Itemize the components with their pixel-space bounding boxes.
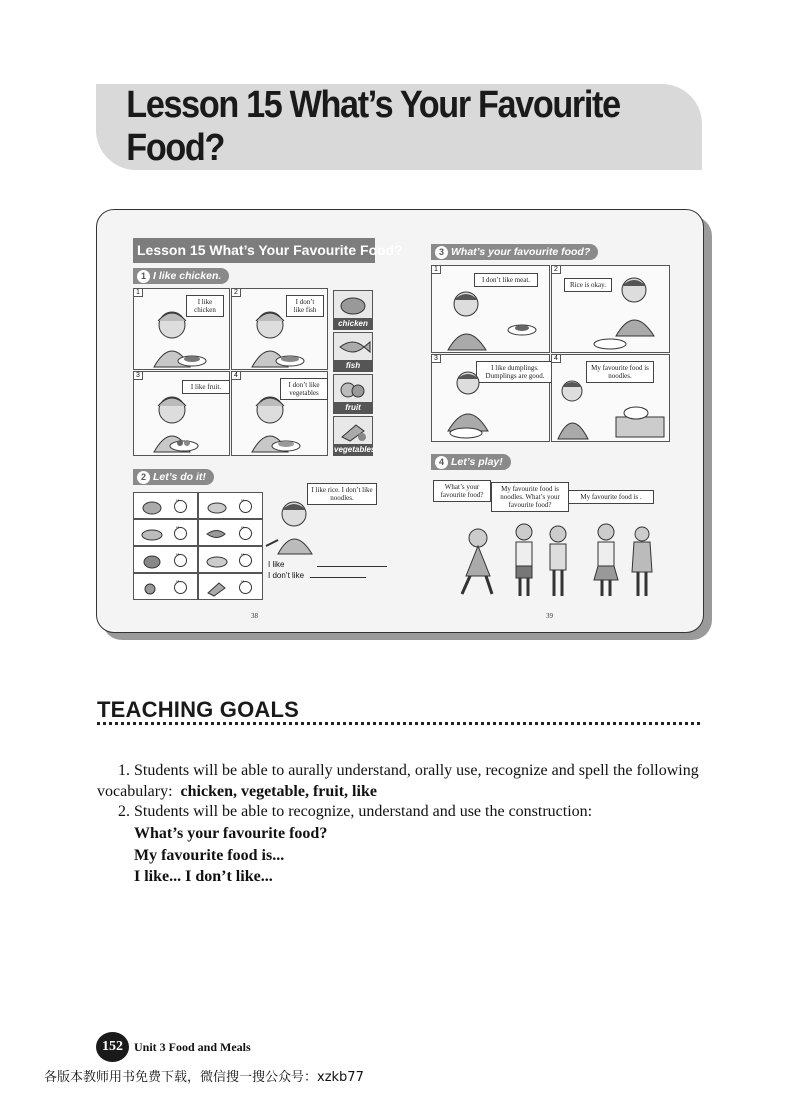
bowl-icon (140, 552, 164, 570)
children-playing-illustration (452, 522, 662, 600)
speech-bubble: I don’t like meat. (474, 273, 538, 287)
left-panel-1 (133, 288, 230, 370)
grid-cell (133, 546, 198, 573)
grid-cell (133, 573, 198, 600)
grid-cell (133, 519, 198, 546)
goal-2: 2. Students will be able to recognize, understand and use the construction: (118, 803, 593, 820)
section-2-number: 2 (137, 471, 150, 484)
section-1-tag (133, 268, 229, 284)
panel-number: 1 (134, 289, 143, 297)
section-2-tag (133, 469, 214, 485)
vegetables-icon (334, 417, 372, 445)
food-label: fruit (334, 402, 372, 413)
smiley-icon (174, 554, 187, 567)
speech-bubble: I don’t like fish (286, 295, 324, 317)
plate-icon (140, 525, 164, 543)
fish-icon (205, 525, 229, 543)
boy-speech-bubble: I like rice. I don’t like noodles. (307, 483, 377, 505)
grid-cell (133, 492, 198, 519)
dumplings-icon (205, 552, 229, 570)
speech-bubble: My favourite food is noodles. (586, 361, 654, 383)
boy-eating-illustration (436, 369, 544, 441)
grandma-illustration (242, 301, 322, 369)
section-4-tag (431, 454, 511, 470)
fill-line-like (268, 560, 387, 569)
left-panel-3 (133, 371, 230, 456)
food-card-vegetables (333, 416, 376, 456)
section-4-number: 4 (435, 456, 448, 469)
smiley-icon (174, 527, 187, 540)
speech-bubble: I like dumplings. Dumplings are good. (476, 361, 554, 383)
play-bubble: My favourite food is . (568, 490, 654, 504)
fill-line-label: I like (268, 560, 285, 569)
food-label: fish (334, 360, 372, 371)
boy-illustration (264, 496, 320, 556)
right-panel-4 (551, 354, 670, 442)
grid-cell (198, 492, 263, 519)
food-card-fish (333, 332, 373, 372)
panel-number: 4 (232, 372, 241, 380)
section-1-title: I like chicken. (153, 270, 222, 282)
grandma-illustration (144, 386, 224, 454)
food-icon (205, 498, 229, 516)
fish-icon (334, 333, 372, 361)
spread-page-number-left: 38 (251, 612, 258, 620)
goal-1-line-2 (97, 783, 377, 801)
panel-number: 1 (432, 266, 441, 274)
panel-number: 4 (552, 355, 561, 363)
smiley-icon (174, 500, 187, 513)
right-panel-1 (431, 265, 550, 353)
boy-eating-illustration (556, 379, 666, 441)
boy-eating-illustration (438, 286, 546, 352)
fruit-icon (140, 579, 164, 597)
grid-cell (198, 573, 263, 600)
panel-number: 2 (552, 266, 561, 274)
boy-eating-illustration (560, 270, 668, 352)
speech-bubble: I like fruit. (182, 380, 230, 394)
smiley-icon (239, 554, 252, 567)
left-panel-2 (231, 288, 328, 370)
vocabulary-list: chicken, vegetable, fruit, like (180, 783, 377, 800)
food-smiley-grid (133, 492, 263, 600)
chicken-icon (334, 291, 372, 319)
food-card-fruit (333, 374, 373, 414)
construction-2: My favourite food is... (134, 847, 285, 864)
download-watermark: 各版本教师用书免费下载，微信搜一搜公众号：xzkb77 (44, 1070, 364, 1085)
unit-label: Unit 3 Food and Meals (134, 1040, 251, 1054)
section-1-number: 1 (137, 270, 150, 283)
left-panel-4 (231, 371, 328, 456)
smiley-icon (174, 581, 187, 594)
grandma-illustration (144, 301, 224, 369)
fruit-icon (334, 375, 372, 403)
dotted-divider (97, 722, 700, 725)
section-4-title: Let’s play! (451, 456, 503, 468)
fill-blank (317, 566, 387, 567)
spread-left-header: Lesson 15 What’s Your Favourite Food? (133, 238, 375, 263)
play-bubble: My favourite food is noodles. What’s your favourite food? (491, 482, 569, 512)
fill-blank (310, 577, 366, 578)
smiley-icon (239, 581, 252, 594)
vocabulary-label: vocabulary: (97, 783, 173, 800)
smiley-icon (239, 500, 252, 513)
section-2-title: Let’s do it! (153, 471, 206, 483)
speech-bubble: I don’t like vegetables (280, 378, 328, 400)
grid-cell (198, 519, 263, 546)
page-number-badge: 152 (96, 1032, 129, 1062)
construction-3: I like... I don’t like... (134, 868, 273, 885)
food-card-chicken (333, 290, 373, 330)
section-3-number: 3 (435, 246, 448, 259)
goal-1-line-1: 1. Students will be able to aurally understand, orally use, recognize and spell the following (118, 762, 699, 779)
bowl-icon (140, 498, 164, 516)
lesson-title: Lesson 15 What’s Your Favourite Food? (126, 84, 620, 169)
panel-number: 3 (134, 372, 143, 380)
fill-line-label: I don’t like (268, 571, 305, 580)
panel-number: 3 (432, 355, 441, 363)
teaching-goals-heading: TEACHING GOALS (97, 697, 300, 722)
vegetables-icon (205, 579, 229, 597)
fill-line-dont-like (268, 571, 366, 580)
panel-number: 2 (232, 289, 241, 297)
food-label: vegetables (334, 445, 376, 454)
right-panel-2 (551, 265, 670, 353)
play-bubble: What’s your favourite food? (433, 480, 491, 502)
section-3-tag (431, 244, 598, 260)
smiley-icon (239, 527, 252, 540)
spread-page-number-right: 39 (546, 612, 553, 620)
speech-bubble: I like chicken (186, 295, 224, 317)
food-label: chicken (334, 318, 372, 329)
section-3-title: What’s your favourite food? (451, 246, 591, 258)
grid-cell (198, 546, 263, 573)
right-panel-3 (431, 354, 550, 442)
construction-1: What’s your favourite food? (134, 825, 328, 842)
grandma-illustration (242, 386, 322, 454)
speech-bubble: Rice is okay. (564, 278, 612, 292)
